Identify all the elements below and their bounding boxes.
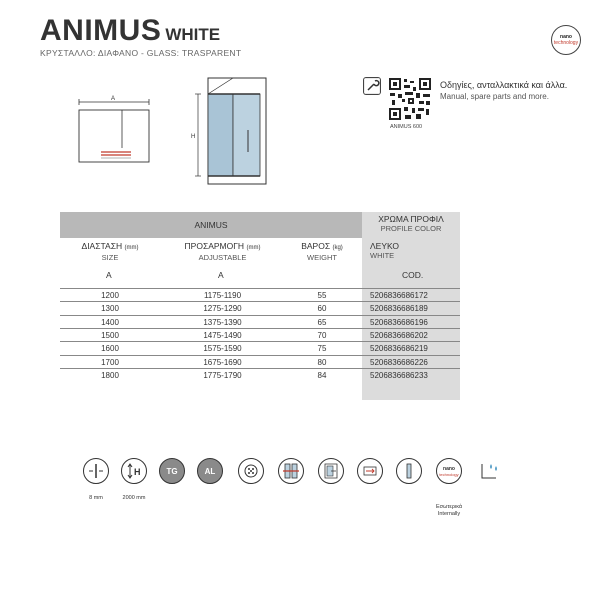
qr-text-greek: Οδηγίες, ανταλλακτικά και άλλα. [440, 80, 568, 90]
cell-weight: 75 [317, 344, 327, 354]
plan-dim-label: A [111, 96, 116, 102]
cell-size: 1400 [101, 317, 119, 327]
cell-size: 1300 [101, 304, 119, 314]
glass-thickness-icon [83, 458, 109, 484]
plan-view-drawing [75, 92, 155, 170]
nano-technology-badge [551, 25, 581, 55]
col-header-weight [292, 241, 352, 263]
col-size-gr: ΔΙΑΣΤΑΣΗ [81, 241, 123, 251]
qr-code[interactable] [388, 77, 432, 121]
sliding-door-icon [318, 458, 344, 484]
wrench-icon [363, 77, 381, 95]
cell-adjustable: 1275-1290 [203, 304, 242, 314]
nano-icon-glyph-1: nano [443, 465, 455, 472]
product-header: ANIMUS [60, 212, 362, 238]
col-code-letter: COD. [402, 270, 424, 280]
profile-color-header-gr: ΧΡΩΜΑ ΠΡΟΦΙΛ [378, 214, 444, 224]
tempered-glass-icon [159, 458, 185, 484]
cell-size: 1700 [101, 357, 119, 367]
col-header-size [65, 241, 155, 263]
drain-icon [238, 458, 264, 484]
product-title [40, 14, 220, 48]
nano-badge-line1: nano [560, 34, 572, 40]
nano-label-en: Internally [437, 511, 461, 517]
cell-code: 5206836686196 [370, 317, 428, 327]
aluminium-glyph: AL [204, 466, 216, 476]
tempered-glass-glyph: TG [166, 466, 178, 476]
qr-caption: ANIMUS 600 [390, 124, 423, 130]
col-weight-unit: (kg) [332, 245, 343, 251]
cell-weight: 60 [317, 304, 327, 314]
cell-size: 1600 [101, 344, 119, 354]
feature-icons-row [0, 458, 600, 518]
cell-adjustable: 1475-1490 [203, 330, 242, 340]
water-seal-icon [476, 458, 502, 484]
col-size-letter: A [106, 270, 112, 280]
col-size-unit: (mm) [124, 245, 139, 251]
cell-adjustable: 1575-1590 [203, 344, 242, 354]
cell-size: 1800 [101, 370, 119, 380]
cell-adjustable: 1175-1190 [203, 291, 242, 300]
cell-weight: 70 [317, 330, 327, 340]
cell-code: 5206836686226 [370, 357, 428, 367]
product-name: ANIMUS [40, 14, 162, 47]
nano-badge-line2: technology [553, 40, 579, 46]
cell-adjustable: 1375-1390 [203, 317, 242, 327]
cell-weight: 65 [317, 317, 327, 327]
cell-code: 5206836686172 [370, 291, 428, 300]
cell-code: 5206836686219 [370, 344, 428, 354]
col-adjustable-letter: A [218, 270, 224, 280]
aluminium-icon [197, 458, 223, 484]
product-variant: WHITE [165, 25, 221, 44]
nano-label [424, 504, 474, 518]
col-adjustable-unit: (mm) [246, 245, 261, 251]
col-header-white [370, 241, 410, 261]
col-size-en: SIZE [101, 253, 119, 262]
glass-thickness-label: 8 mm [89, 495, 103, 501]
cell-size: 1200 [101, 291, 119, 300]
height-icon [121, 458, 147, 484]
col-weight-en: WEIGHT [307, 253, 337, 262]
table-row [60, 315, 460, 328]
cell-adjustable: 1675-1690 [203, 357, 242, 367]
table-row [60, 341, 460, 354]
front-view-drawing [190, 72, 280, 190]
table-row [60, 301, 460, 314]
col-adjustable-gr: ΠΡΟΣΑΡΜΟΓΗ [184, 241, 245, 251]
table-row [60, 368, 460, 381]
cell-weight: 80 [317, 357, 327, 367]
cell-adjustable: 1775-1790 [203, 370, 242, 380]
cell-code: 5206836686189 [370, 304, 428, 314]
table-row [60, 355, 460, 368]
adjustable-icon [278, 458, 304, 484]
col-white-gr: ΛΕΥΚΟ [370, 241, 400, 251]
height-label: 2000 mm [122, 495, 146, 501]
cell-code: 5206836686233 [370, 370, 428, 380]
fixed-panel-icon [396, 458, 422, 484]
col-white-en: WHITE [370, 251, 395, 260]
front-height-label: H [191, 134, 196, 140]
cell-weight: 84 [317, 370, 327, 380]
cell-code: 5206836686202 [370, 330, 428, 340]
col-weight-gr: ΒΑΡΟΣ [301, 241, 331, 251]
nano-icon-glyph-2: technology [439, 471, 459, 477]
nano-technology-icon [436, 458, 462, 484]
col-adjustable-en: ADJUSTABLE [198, 253, 247, 262]
cell-size: 1500 [101, 330, 119, 340]
col-header-adjustable [170, 241, 275, 263]
table-row [60, 328, 460, 341]
nano-label-gr: Εσωτερικά [435, 504, 463, 510]
height-icon-glyph: H [134, 467, 141, 477]
table-row [60, 288, 460, 301]
reversible-icon [357, 458, 383, 484]
cell-weight: 55 [317, 291, 327, 300]
glass-note: ΚΡΥΣΤΑΛΛΟ: ΔΙΑΦΑΝΟ - GLASS: TRASPARENT [40, 48, 242, 58]
qr-text-english: Manual, spare parts and more. [440, 92, 549, 101]
profile-color-header-en: PROFILE COLOR [380, 224, 442, 233]
profile-color-header [362, 212, 460, 238]
